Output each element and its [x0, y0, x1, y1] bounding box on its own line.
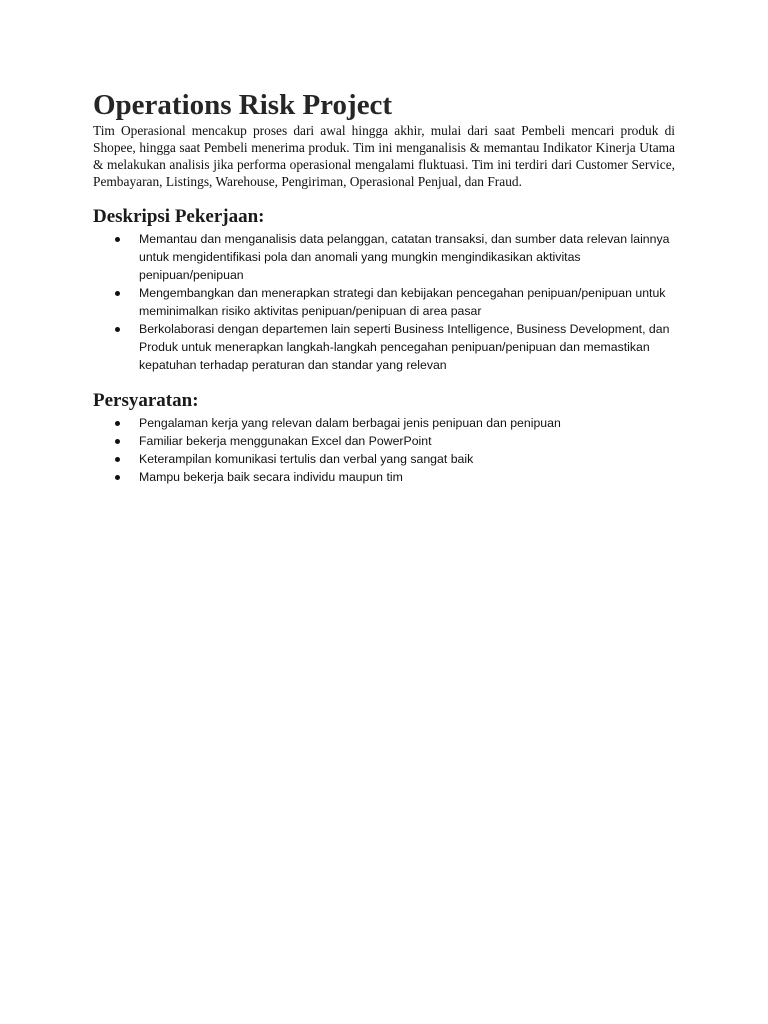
list-item — [93, 284, 675, 320]
intro-paragraph: Tim Operasional mencakup proses dari awal hingga akhir, mulai dari saat Pembeli mencari produk di Shopee, hingga saat Pembeli menerima produk. Tim ini menganalisis & memantau Indikator Kinerja Utama & melakukan analisis jika performa operasional mengalami fluktuasi. Tim ini terdiri dari Customer Service, Pembayaran, Listings, Warehouse, Pengiriman, Operasional Penjual, dan Fraud. — [93, 123, 675, 189]
bullet-icon — [115, 475, 120, 480]
list-item-text: Familiar bekerja menggunakan Excel dan PowerPoint — [139, 434, 432, 448]
list-item-text: Mengembangkan dan menerapkan strategi dan kebijakan pencegahan penipuan/penipuan untuk meminimalkan risiko aktivitas penipuan/penipuan di area pasar — [139, 286, 666, 318]
list-item-text: Pengalaman kerja yang relevan dalam berbagai jenis penipuan dan penipuan — [139, 416, 561, 430]
job-description-list — [93, 230, 675, 374]
list-item-text: Keterampilan komunikasi tertulis dan verbal yang sangat baik — [139, 452, 474, 466]
list-item — [93, 414, 675, 432]
bullet-icon — [115, 237, 120, 242]
bullet-icon — [115, 291, 120, 296]
list-item-text: Memantau dan menganalisis data pelanggan, catatan transaksi, dan sumber data relevan lainnya untuk mengidentifikasi pola dan anomali yang mungkin mengindikasikan aktivitas penipuan/penipuan — [139, 232, 670, 282]
list-item — [93, 320, 675, 374]
document-title: Operations Risk Project — [93, 89, 393, 121]
list-item-text: Berkolaborasi dengan departemen lain seperti Business Intelligence, Business Development, dan Produk untuk menerapkan langkah-langkah pencegahan penipuan/penipuan dan memastikan kepatuhan terhadap peraturan dan standar yang relevan — [139, 322, 670, 372]
list-item — [93, 468, 675, 486]
requirements-section — [93, 390, 675, 486]
bullet-icon — [115, 421, 120, 426]
job-description-heading: Deskripsi Pekerjaan: — [93, 206, 265, 227]
list-item-text: Mampu bekerja baik secara individu maupun tim — [139, 470, 403, 484]
requirements-heading: Persyaratan: — [93, 390, 199, 411]
document-page — [93, 88, 675, 486]
list-item — [93, 432, 675, 450]
bullet-icon — [115, 439, 120, 444]
bullet-icon — [115, 457, 120, 462]
list-item — [93, 230, 675, 284]
bullet-icon — [115, 327, 120, 332]
list-item — [93, 450, 675, 468]
requirements-list — [93, 414, 675, 486]
job-description-section — [93, 206, 675, 374]
